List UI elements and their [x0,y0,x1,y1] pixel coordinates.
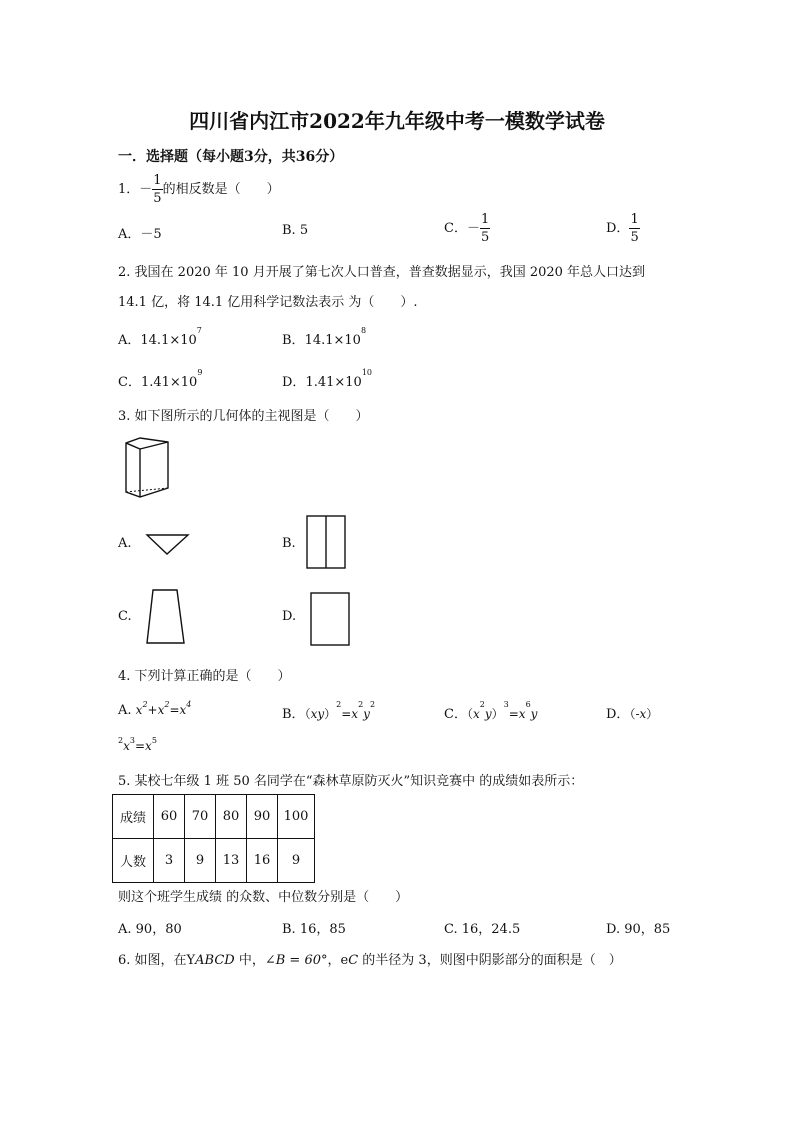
table-cell: 16 [247,839,278,883]
fraction-denominator: 5 [153,191,162,206]
question-5-text: 5. 某校七年级 1 班 50 名同学在“森林草原防灭火”知识竞赛中 的成绩如表所示： [118,774,584,789]
q6-angle: ∠B = 60° [264,953,328,968]
exponent: 8 [360,326,367,335]
q3-option-d-label: D. [282,609,297,624]
table-cell: 100 [278,795,315,839]
option-value: 14.1×10 [304,333,361,348]
triangular-prism-figure [118,436,174,502]
option-label: D． [606,707,630,722]
option-label: D． [606,221,630,236]
fraction-numerator: 1 [480,212,490,227]
q6-c: C [348,953,359,968]
q2-option-a [118,326,202,348]
table-cell: 60 [154,795,185,839]
trapezoid-shape [145,588,187,646]
rectangle-shape [309,591,351,647]
inverted-triangle-shape [145,531,191,557]
table-cell: 90 [247,795,278,839]
q1-option-c-fraction [480,213,490,244]
q3-option-a-label: A. [118,536,132,551]
parallelogram-symbol: Y [186,953,196,968]
q5-option-c: C. 16，24.5 [444,922,521,937]
q1-option-b: B. 5 [282,223,309,238]
fraction-numerator: 1 [153,173,162,188]
page-title: 四川省内江市2022年九年级中考一模数学试卷 [189,109,605,133]
q5-option-b: B. 16，85 [282,922,346,937]
table-cell: 3 [154,839,185,883]
option-value: 14.1×10 [140,333,197,348]
exponent: 7 [196,326,202,335]
question-1-fraction [152,174,162,205]
q2-option-b [282,326,367,348]
q6-text-part: ， [327,953,341,968]
option-label: D． [282,375,306,390]
q1-option-c [444,213,490,244]
table-cell: 人数 [113,839,154,883]
table-cell: 70 [185,795,216,839]
question-1-number: 1． [118,182,140,197]
table-cell: 13 [216,839,247,883]
exponent: 10 [361,368,373,377]
formula: $x^2+x^2=x^4$ [135,700,192,717]
question-5-question: 则这个班学生成绩 的众数、中位数分别是（ ） [118,890,409,905]
q5-option-d: D. 90，85 [606,922,671,937]
split-rectangle-shape [305,514,347,570]
table-cell: 成绩 [113,795,154,839]
option-label: C． [118,375,141,390]
option-value: 1.41×10 [305,375,362,390]
fraction-numerator: 1 [630,212,639,227]
q6-text-part: 6. 如图，在 [118,953,187,968]
option-label: A． [118,333,141,348]
q4-option-d [606,703,658,722]
table-cell: 9 [185,839,216,883]
q2-option-d [282,368,373,390]
q4-option-d-continued: $^2x^3=x^5$ [118,736,157,753]
question-1-text: 的相反数是（ ） [162,182,280,197]
question-4-text: 4. 下列计算正确的是（ ） [118,669,291,684]
q4-option-b [282,700,376,722]
q2-option-c [118,368,203,390]
table-cell: 80 [216,795,247,839]
option-value: 1.41×10 [140,375,198,390]
q3-option-b-label: B. [282,536,296,551]
table-row [113,839,315,883]
option-label: B． [282,707,305,722]
question-3-text: 3. 如下图所示的几何体的主视图是（ ） [118,409,369,424]
q1-option-a: A．－5 [118,227,162,242]
fraction-denominator: 5 [480,230,490,245]
neg-sign: － [466,221,480,236]
formula: $(x^2y)^3=x^6y$ [466,700,538,721]
section-heading: 一．选择题（每小题3分，共36分） [118,149,344,165]
formula: $(xy)^2=x^2y^2$ [304,700,376,721]
question-1-neg-sign: － [139,182,153,197]
q4-option-a [118,700,192,718]
q5-option-a: A. 90，80 [118,922,182,937]
exponent: 9 [197,368,203,377]
q6-text-part: 的半径为 3，则图中阴影部分的面积是（ ） [358,953,622,968]
q1-option-d [606,213,640,244]
question-6-text [118,949,622,968]
q6-abcd: ABCD [195,953,235,968]
table-row [113,795,315,839]
option-label: B． [282,333,305,348]
question-2-line-1: 2. 我国在 2020 年 10 月开展了第七次人口普查，普查数据显示，我国 2020 年总人口达到 [118,265,646,280]
circle-symbol: e [340,953,349,968]
question-1 [118,174,280,205]
option-label: C． [444,707,467,722]
q6-text-part: 中， [234,953,265,968]
q3-option-c-label: C. [118,609,132,624]
formula: （-x） [629,707,659,721]
q4-option-c [444,700,538,722]
q1-option-d-fraction [629,213,639,244]
option-label: A. [118,703,136,718]
fraction-denominator: 5 [630,230,639,245]
table-cell: 9 [278,839,315,883]
option-label: C． [444,221,467,236]
question-2-line-2: 14.1 亿，将 14.1 亿用科学记数法表示 为（ ）. [118,295,418,310]
scores-table [112,794,315,883]
